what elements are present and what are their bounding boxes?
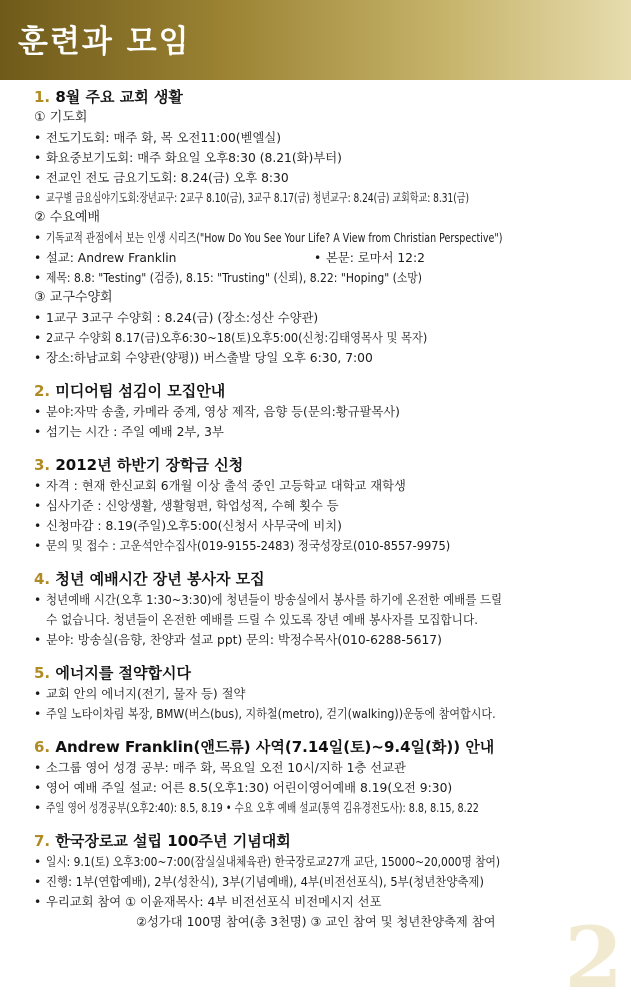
- list-item: [34, 872, 624, 892]
- list-item: [34, 704, 624, 724]
- list-item-text: 2교구 수양회 8.17(금)오후6:30~18(토)오후5:00(신청:김태영목사 및 목자): [46, 331, 428, 345]
- list-item: [34, 630, 624, 650]
- section-volunteers: [34, 568, 624, 650]
- list-item-text: ②성가대 100명 참여(총 3천명) ③ 교인 참여 및 청년찬양축제 참여: [136, 915, 496, 929]
- subheading-prayer: ① 기도회: [34, 110, 88, 125]
- list-item-continuation: [34, 610, 624, 630]
- list-item-text: 분야:자막 송출, 카메라 중계, 영상 제작, 음향 등(문의:황규팔목사): [46, 405, 400, 419]
- list-item-text: 장소:하남교회 수양관(양평)) 버스출발 당일 오후 6:30, 7:00: [46, 351, 373, 365]
- list-item-text-part: 주일 영어 성경공부(오후2:40): 8.5, 8.19: [46, 801, 223, 815]
- section-number: 7.: [34, 832, 51, 850]
- list-item-text: 일시: 9.1(토) 오후3:00~7:00(잠실실내체육관) 한국장로교27개 교단, 15000~20,000명 참여): [46, 855, 501, 869]
- section-number: 6.: [34, 738, 51, 756]
- section-energy: [34, 662, 624, 724]
- list-item-text: 섬기는 시간 : 주일 예배 2부, 3부: [46, 425, 224, 439]
- section-scholarship: [34, 454, 624, 556]
- subheading-wednesday: ② 수요예배: [34, 210, 101, 225]
- section-church-life: [34, 86, 624, 368]
- list-item-text-part: 수요 오후 예배 설교(통역 김유경전도사): 8.8, 8.15, 8.22: [234, 801, 479, 815]
- section-title-text: 한국장로교 설립 100주년 기념대회: [55, 832, 291, 850]
- section-media-team: [34, 380, 624, 442]
- section-title-text: 8월 주요 교회 생활: [55, 88, 183, 106]
- list-item-text: 자격 : 현재 한신교회 6개월 이상 출석 중인 고등학교 대학교 재학생: [46, 479, 406, 493]
- page-title: 훈련과 모임: [18, 24, 191, 60]
- list-item: [34, 798, 624, 818]
- section-number: 2.: [34, 382, 51, 400]
- list-item: [34, 268, 624, 288]
- list-item: [34, 516, 624, 536]
- section-title-text: 2012년 하반기 장학금 신청: [55, 456, 244, 474]
- list-item: [34, 228, 624, 248]
- list-item: [34, 148, 624, 168]
- section-title: [34, 662, 624, 684]
- list-item: [34, 402, 624, 422]
- list-item-text: 소그룹 영어 성경 공부: 매주 화, 목요일 오전 10시/지하 1층 선교관: [46, 761, 406, 775]
- list-item-text: 수 없습니다. 청년들이 온전한 예배를 드릴 수 있도록 장년 예배 봉사자를 모집합니다.: [46, 613, 478, 627]
- section-title: [34, 830, 624, 852]
- list-item-text: 신청마감 : 8.19(주일)오후5:00(신청서 사무국에 비치): [46, 519, 342, 533]
- section-number: 3.: [34, 456, 51, 474]
- section-number: 5.: [34, 664, 51, 682]
- list-item-text: 주일 영어 성경공부(오후2:40): 8.5, 8.19 • 수요 오후 예배 설교(통역 김유경전도사): 8.8, 8.15, 8.22: [46, 801, 479, 815]
- announcements: [34, 86, 624, 944]
- list-item-text: 우리교회 참여 ① 이윤재목사: 4부 비전선포식 비전메시지 선포: [46, 895, 382, 909]
- list-item-text: 화요중보기도회: 매주 화요일 오후8:30 (8.21(화)부터): [46, 151, 342, 165]
- list-item: [34, 128, 624, 148]
- section-title: [34, 86, 624, 108]
- list-item: [34, 496, 624, 516]
- list-item: [34, 852, 624, 872]
- list-item: [34, 188, 624, 208]
- section-title: [34, 568, 624, 590]
- list-item-text: 제목: 8.8: "Testing" (검증), 8.15: "Trusting" (신뢰), 8.22: "Hoping" (소망): [46, 271, 422, 285]
- list-item: [34, 328, 624, 348]
- list-item-text: 영어 예배 주일 설교: 어른 8.5(오후1:30) 어린이영어예배 8.19(오전 9:30): [46, 781, 453, 795]
- list-item: [34, 248, 314, 268]
- list-item-text: 문의 및 접수 : 고운석안수집사(019-9155-2483) 정국성장로(010-8557-9975): [46, 539, 451, 553]
- list-item-text: 교구별 금요심야기도회:장년교구: 2교구 8.10(금), 3교구 8.17(금) 청년교구: 8.24(금) 교회학교: 8.31(금): [46, 191, 470, 205]
- list-item: [314, 248, 425, 268]
- list-item-text: 진행: 1부(연합예배), 2부(성찬식), 3부(기념예배), 4부(비전선포식), 5부(청년찬양축제): [46, 875, 484, 889]
- list-item: [34, 590, 624, 610]
- list-item: [34, 476, 624, 496]
- section-title-text: 청년 예배시간 장년 봉사자 모집: [55, 570, 265, 588]
- section-andrew-franklin: [34, 736, 624, 818]
- list-item-text: 설교: Andrew Franklin: [46, 251, 177, 265]
- section-title-text: 미디어팀 섬김이 모집안내: [55, 382, 226, 400]
- section-title-text: 에너지를 절약합시다: [55, 664, 192, 682]
- list-item-text: 심사기준 : 신앙생활, 생활형편, 학업성적, 수혜 횟수 등: [46, 499, 339, 513]
- list-item-text: 주일 노타이차림 복장, BMW(버스(bus), 지하철(metro), 걷기(walking))운동에 참여합시다.: [46, 707, 496, 721]
- page-number: 2: [564, 908, 623, 1007]
- section-presbyterian-100th: [34, 830, 624, 932]
- section-title-text: Andrew Franklin(앤드류) 사역(7.14일(토)~9.4일(화)) 안내: [55, 738, 495, 756]
- list-item: [34, 422, 624, 442]
- list-item: [34, 168, 624, 188]
- list-item: [34, 892, 624, 912]
- list-item: [34, 778, 624, 798]
- list-item-continuation: [34, 912, 624, 932]
- list-item: [34, 684, 624, 704]
- list-item: [34, 536, 624, 556]
- section-title: [34, 380, 624, 402]
- list-item-text: 청년예배 시간(오후 1:30~3:30)에 청년들이 방송실에서 봉사를 하기에 온전한 예배를 드릴: [46, 593, 503, 607]
- list-item-text: 본문: 로마서 12:2: [326, 251, 425, 265]
- section-number: 4.: [34, 570, 51, 588]
- subheading-retreat: ③ 교구수양회: [34, 290, 113, 305]
- list-item-text: 1교구 3교구 수양회 : 8.24(금) (장소:성산 수양관): [46, 311, 319, 325]
- section-number: 1.: [34, 88, 51, 106]
- list-item-text: 분야: 방송실(음향, 찬양과 설교 ppt) 문의: 박정수목사(010-6288-5617): [46, 633, 442, 647]
- list-row: [34, 248, 624, 268]
- list-item-text: 전교인 전도 금요기도회: 8.24(금) 오후 8:30: [46, 171, 289, 185]
- section-title: [34, 454, 624, 476]
- section-title: [34, 736, 624, 758]
- list-item-text: 교회 안의 에너지(전기, 물자 등) 절약: [46, 687, 246, 701]
- list-item: [34, 308, 624, 328]
- list-item-text: 기독교적 관점에서 보는 인생 시리즈("How Do You See Your Life? A View from Christian Perspective"): [46, 231, 503, 245]
- header-banner: [0, 0, 631, 80]
- list-item-text: 전도기도회: 매주 화, 목 오전11:00(벧엘실): [46, 131, 282, 145]
- list-item: [34, 758, 624, 778]
- list-item: [34, 348, 624, 368]
